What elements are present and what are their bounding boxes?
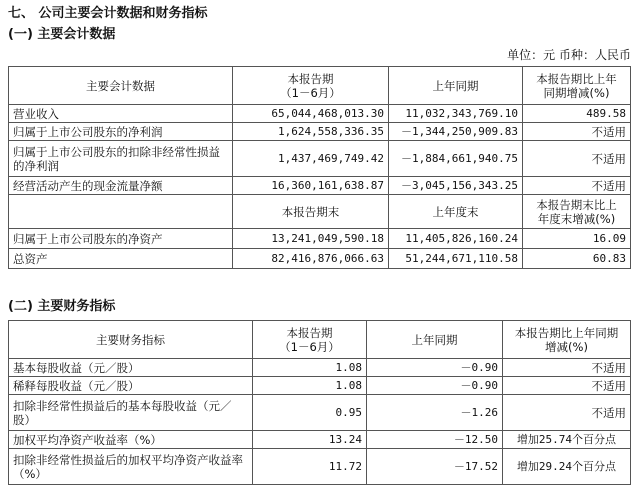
- row-label: 加权平均净资产收益率（%）: [9, 431, 253, 449]
- table-header-row: [9, 67, 631, 105]
- unit-label: 单位：元 币种：人民币: [507, 48, 631, 62]
- table-row: [9, 359, 631, 377]
- value-cell: 1.08: [253, 377, 367, 395]
- row-label: 归属于上市公司股东的净利润: [9, 123, 233, 141]
- accounting-data-table: [8, 66, 631, 269]
- value-cell: 13,241,049,590.18: [233, 229, 389, 249]
- header-cell: 本报告期末: [233, 195, 389, 229]
- header-line: 本报告期: [286, 325, 333, 340]
- value-cell: 65,044,468,013.30: [233, 105, 389, 123]
- part1-title: (一) 主要会计数据: [8, 27, 116, 42]
- value-cell: 11,405,826,160.24: [389, 229, 523, 249]
- change-cell: 不适用: [503, 395, 631, 431]
- header-cell: [503, 321, 631, 359]
- table-row: [9, 105, 631, 123]
- row-label: 营业收入: [9, 105, 233, 123]
- header-cell: 上年度末: [389, 195, 523, 229]
- table-row: [9, 431, 631, 449]
- change-cell: 不适用: [523, 141, 631, 177]
- value-cell: －0.90: [367, 377, 503, 395]
- value-cell: －17.52: [367, 449, 503, 485]
- change-cell: 16.09: [523, 229, 631, 249]
- value-cell: －1,344,250,909.83: [389, 123, 523, 141]
- header-line: 本报告期比上年同期: [514, 325, 619, 340]
- header-cell: 主要财务指标: [9, 321, 253, 359]
- change-cell: 不适用: [523, 123, 631, 141]
- change-cell: 489.58: [523, 105, 631, 123]
- value-cell: －12.50: [367, 431, 503, 449]
- row-label: 扣除非经常性损益后的加权平均净资产收益率（%）: [9, 449, 253, 485]
- value-cell: 11,032,343,769.10: [389, 105, 523, 123]
- change-cell: 不适用: [503, 377, 631, 395]
- value-cell: 51,244,671,110.58: [389, 249, 523, 269]
- row-label: 扣除非经常性损益后的基本每股收益（元／股）: [9, 395, 253, 431]
- table-row: [9, 449, 631, 485]
- header-line: 本报告期比上年: [536, 71, 617, 86]
- header-line: 年度末增减(%): [537, 211, 616, 226]
- value-cell: 16,360,161,638.87: [233, 177, 389, 195]
- table-row: [9, 395, 631, 431]
- header-cell: 上年同期: [367, 321, 503, 359]
- row-label: 归属于上市公司股东的扣除非经常性损益的净利润: [9, 141, 233, 177]
- header-line: 增减(%): [545, 339, 588, 354]
- row-label: 归属于上市公司股东的净资产: [9, 229, 233, 249]
- header-cell: [523, 195, 631, 229]
- header-line: 本报告期: [287, 71, 334, 86]
- header-cell: [233, 67, 389, 105]
- header-line: （1－6月）: [280, 85, 341, 100]
- row-label: 总资产: [9, 249, 233, 269]
- row-label: 经营活动产生的现金流量净额: [9, 177, 233, 195]
- change-cell: 增加29.24个百分点: [503, 449, 631, 485]
- change-cell: 增加25.74个百分点: [503, 431, 631, 449]
- value-cell: 1,624,558,336.35: [233, 123, 389, 141]
- table-header-row: [9, 321, 631, 359]
- change-cell: 不适用: [523, 177, 631, 195]
- header-cell: [523, 67, 631, 105]
- value-cell: －3,045,156,343.25: [389, 177, 523, 195]
- header-cell: 上年同期: [389, 67, 523, 105]
- table-row: [9, 123, 631, 141]
- part2-title: (二) 主要财务指标: [8, 299, 116, 314]
- financial-indicators-table: [8, 320, 631, 485]
- header-line: 同期增减(%): [543, 85, 610, 100]
- header-cell: [253, 321, 367, 359]
- change-cell: 60.83: [523, 249, 631, 269]
- change-cell: 不适用: [503, 359, 631, 377]
- value-cell: 13.24: [253, 431, 367, 449]
- value-cell: 0.95: [253, 395, 367, 431]
- value-cell: －0.90: [367, 359, 503, 377]
- value-cell: －1.26: [367, 395, 503, 431]
- header-line: （1－6月）: [279, 339, 340, 354]
- table-row: [9, 141, 631, 177]
- table-row: [9, 377, 631, 395]
- section-title: 七、 公司主要会计数据和财务指标: [8, 6, 208, 21]
- table-subheader-row: [9, 195, 631, 229]
- row-label: 基本每股收益（元／股）: [9, 359, 253, 377]
- value-cell: 82,416,876,066.63: [233, 249, 389, 269]
- table-row: [9, 177, 631, 195]
- header-line: 本报告期末比上: [536, 197, 617, 212]
- row-label: 稀释每股收益（元／股）: [9, 377, 253, 395]
- value-cell: －1,884,661,940.75: [389, 141, 523, 177]
- table-row: [9, 249, 631, 269]
- header-cell: 主要会计数据: [9, 67, 233, 105]
- value-cell: 1.08: [253, 359, 367, 377]
- header-cell: [9, 195, 233, 229]
- table-row: [9, 229, 631, 249]
- value-cell: 11.72: [253, 449, 367, 485]
- value-cell: 1,437,469,749.42: [233, 141, 389, 177]
